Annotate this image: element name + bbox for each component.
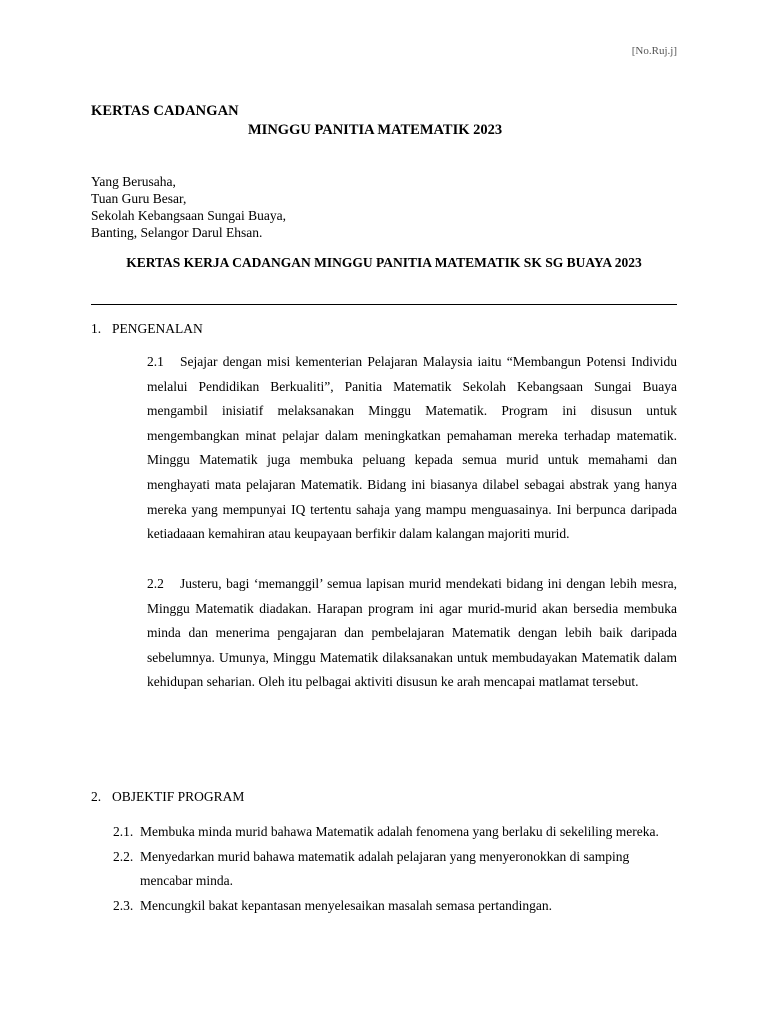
section-heading-pengenalan <box>91 321 203 337</box>
list-item-text: Menyedarkan murid bahawa matematik adalah pelajaran yang menyeronokkan di samping mencabar minda. <box>140 848 630 888</box>
section-number: 1. <box>91 321 102 336</box>
address-line: Banting, Selangor Darul Ehsan. <box>91 225 263 240</box>
list-item-number: 2.1. <box>113 824 134 839</box>
list-item-number: 2.3. <box>113 897 134 913</box>
document-subheading: MINGGU PANITIA MATEMATIK 2023 <box>248 122 503 138</box>
list-item <box>113 894 677 919</box>
list-item-text: Membuka minda murid bahawa Matematik adalah fenomena yang berlaku di sekeliling mereka. <box>140 824 659 839</box>
address-line: Sekolah Kebangsaan Sungai Buaya, <box>91 208 286 223</box>
list-item-text: Mencungkil bakat kepantasan menyelesaikan masalah semasa pertandingan. <box>140 897 552 913</box>
paragraph-text: Sejajar dengan misi kementerian Pelajaran Malaysia iaitu “Membangun Potensi Individu melalui Pendidikan Berkualiti”, Panitia Matematik Sekolah Kebangsaan Sungai Buaya mengambil inisiatif melaksanakan Minggu Matematik. Program ini disusun untuk mengembangkan minat pelajar dalam meningkatkan pemahaman mereka terhadap matematik. Minggu Matematik juga membuka peluang kepada semua murid untuk memahami dan menghayati mata pelajaran Matematik. Bidang ini biasanya dilabel sebagai abstrak yang hanya mereka yang mempunyai IQ tertentu sahaja yang mampu menguasainya. Ini berpunca daripada ketiadaaan kemahiran atau keupayaan berfikir dalam kalangan majoriti murid. <box>147 354 677 542</box>
section-title: PENGENALAN <box>112 321 203 336</box>
section-heading-objektif <box>91 789 244 805</box>
objective-list <box>113 820 677 918</box>
document-heading: KERTAS CADANGAN <box>91 103 239 119</box>
document-title: KERTAS KERJA CADANGAN MINGGU PANITIA MATEMATIK SK SG BUAYA 2023 <box>126 255 642 270</box>
paragraph-number: 2.1 <box>147 354 164 369</box>
address-line: Yang Berusaha, <box>91 174 176 189</box>
paragraph <box>147 350 677 547</box>
list-item <box>113 820 677 845</box>
list-item-number: 2.2. <box>113 848 134 864</box>
paragraph-text: Justeru, bagi ‘memanggil’ semua lapisan murid mendekati bidang ini dengan lebih mesra, Minggu Matematik diadakan. Harapan program ini agar murid-murid akan bersedia membuka minda dan menerima pengajaran dan pembelajaran Matematik dengan lebih baik daripada sebelumnya. Umunya, Minggu Matematik dilaksanakan untuk membudayakan Matematik dalam kehidupan seharian. Oleh itu pelbagai aktiviti disusun ke arah mencapai matlamat tersebut. <box>147 576 677 690</box>
recipient-address <box>91 173 286 241</box>
section-title: OBJEKTIF PROGRAM <box>112 789 245 804</box>
horizontal-divider <box>91 304 677 305</box>
list-item <box>113 845 677 894</box>
reference-number: [No.Ruj.j] <box>631 45 677 57</box>
paragraph-number: 2.2 <box>147 576 164 591</box>
paragraph <box>147 572 677 695</box>
section-number: 2. <box>91 789 102 804</box>
address-line: Tuan Guru Besar, <box>91 191 187 206</box>
